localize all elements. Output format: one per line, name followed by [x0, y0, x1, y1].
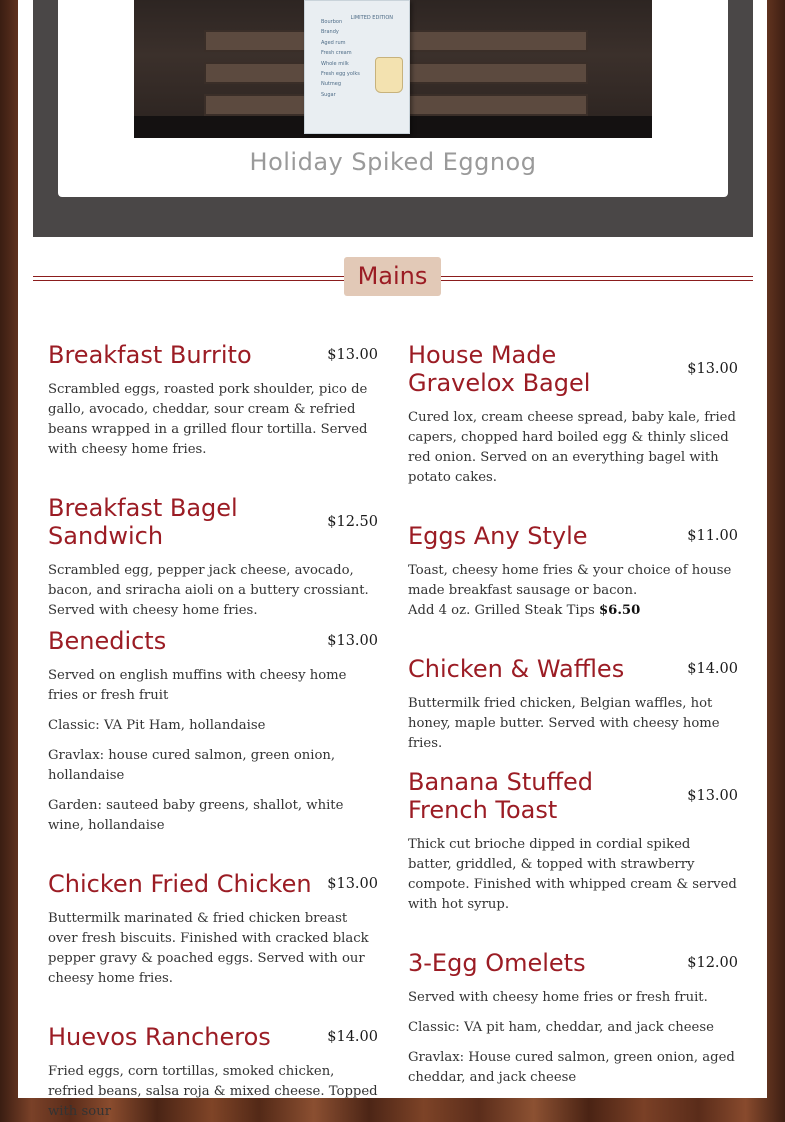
item-price: $14.00: [687, 661, 738, 677]
menu-item: [48, 494, 378, 621]
recipe-ingredient: Fresh cream: [321, 50, 352, 57]
limited-edition-label: LIMITED EDITION: [350, 15, 393, 21]
item-variant: Classic: VA pit ham, cheddar, and jack cheese: [408, 1020, 714, 1035]
menu-item: [408, 341, 738, 488]
item-description: Served on english muffins with cheesy home fries or fresh fruit: [48, 668, 347, 703]
item-name: Breakfast Bagel Sandwich: [48, 494, 238, 550]
item-variant: Gravlax: House cured salmon, green onion, aged cheddar, and jack cheese: [408, 1050, 735, 1085]
item-price: $14.00: [327, 1029, 378, 1045]
item-name: Breakfast Burrito: [48, 341, 252, 369]
recipe-ingredient: Whole milk: [321, 60, 349, 67]
item-description: Thick cut brioche dipped in cordial spiked batter, griddled, & topped with strawberry compote. Finished with whipped cream & served with hot syrup.: [408, 837, 737, 912]
item-description: Fried eggs, corn tortillas, smoked chicken, refried beans, salsa roja & mixed cheese. Topped with sour: [48, 1064, 378, 1119]
addon-text: Add 4 oz. Grilled Steak Tips: [408, 603, 599, 618]
item-variant: Classic: VA Pit Ham, hollandaise: [48, 718, 266, 733]
item-description: Buttermilk fried chicken, Belgian waffles, hot honey, maple butter. Served with cheesy home fries.: [408, 696, 720, 751]
recipe-ingredient: Bourbon: [321, 19, 343, 25]
menu-item: [48, 627, 378, 836]
recipe-ingredient: Aged rum: [321, 39, 346, 46]
section-title: Mains: [344, 257, 441, 296]
recipe-card: [304, 0, 410, 134]
mains-section-header: [33, 256, 753, 298]
item-name: Benedicts: [48, 627, 167, 655]
item-price: $13.00: [327, 347, 378, 363]
menu-item: [408, 949, 738, 1088]
eggnog-photo[interactable]: [134, 0, 652, 138]
item-name: 3-Egg Omelets: [408, 949, 586, 977]
item-description: Cured lox, cream cheese spread, baby kale, fried capers, chopped hard boiled egg & thinly sliced red onion. Served on an everything bagel with potato cakes.: [408, 410, 736, 485]
menu-item: [48, 1023, 378, 1122]
recipe-ingredient: Fresh egg yolks: [321, 71, 360, 78]
item-name: Chicken & Waffles: [408, 655, 625, 683]
item-name: Banana Stuffed French Toast: [408, 768, 594, 824]
eggnog-mug-icon: [375, 57, 403, 93]
item-variant: Garden: sauteed baby greens, shallot, white wine, hollandaise: [48, 798, 344, 833]
photo-caption: Holiday Spiked Eggnog: [249, 148, 537, 176]
item-description: Scrambled eggs, roasted pork shoulder, pico de gallo, avocado, cheddar, sour cream & refried beans wrapped in a grilled flour tortilla. Served with cheesy home fries.: [48, 382, 368, 457]
addon-price: $6.50: [598, 603, 641, 618]
item-price: $13.00: [687, 361, 738, 377]
item-name: Eggs Any Style: [408, 522, 588, 550]
recipe-ingredients: [321, 17, 360, 100]
item-name: Huevos Rancheros: [48, 1023, 271, 1051]
recipe-ingredient: Nutmeg: [321, 81, 341, 88]
item-price: $11.00: [687, 528, 738, 544]
item-price: $13.00: [687, 788, 738, 804]
item-name: House Made Gravelox Bagel: [408, 341, 591, 397]
recipe-ingredient: Sugar: [321, 91, 336, 98]
item-description: Buttermilk marinated & fried chicken breast over fresh biscuits. Finished with cracked black pepper gravy & poached eggs. Served with our cheesy home fries.: [48, 911, 369, 986]
item-price: $12.00: [687, 955, 738, 971]
item-description: Served with cheesy home fries or fresh fruit.: [408, 990, 708, 1005]
item-price: $13.00: [327, 633, 378, 649]
menu-item: [408, 655, 738, 754]
item-price: $12.50: [327, 514, 378, 530]
recipe-ingredient: Brandy: [321, 29, 339, 36]
menu-item: [408, 768, 738, 915]
photo-gallery: [33, 0, 753, 237]
item-description: Scrambled egg, pepper jack cheese, avocado, bacon, and sriracha aioli on a buttery crossiant. Served with cheesy home fries.: [48, 563, 369, 618]
item-variant: Gravlax: house cured salmon, green onion, hollandaise: [48, 748, 336, 783]
menu-item: [48, 341, 378, 460]
gallery-card: [58, 0, 728, 197]
content-panel: [18, 0, 767, 1119]
item-description: Toast, cheesy home fries & your choice of house made breakfast sausage or bacon.: [408, 563, 732, 598]
menu-item: [48, 870, 378, 989]
menu-item: [408, 522, 738, 621]
item-addon: [408, 601, 738, 621]
item-name: Chicken Fried Chicken: [48, 870, 312, 898]
item-price: $13.00: [327, 876, 378, 892]
